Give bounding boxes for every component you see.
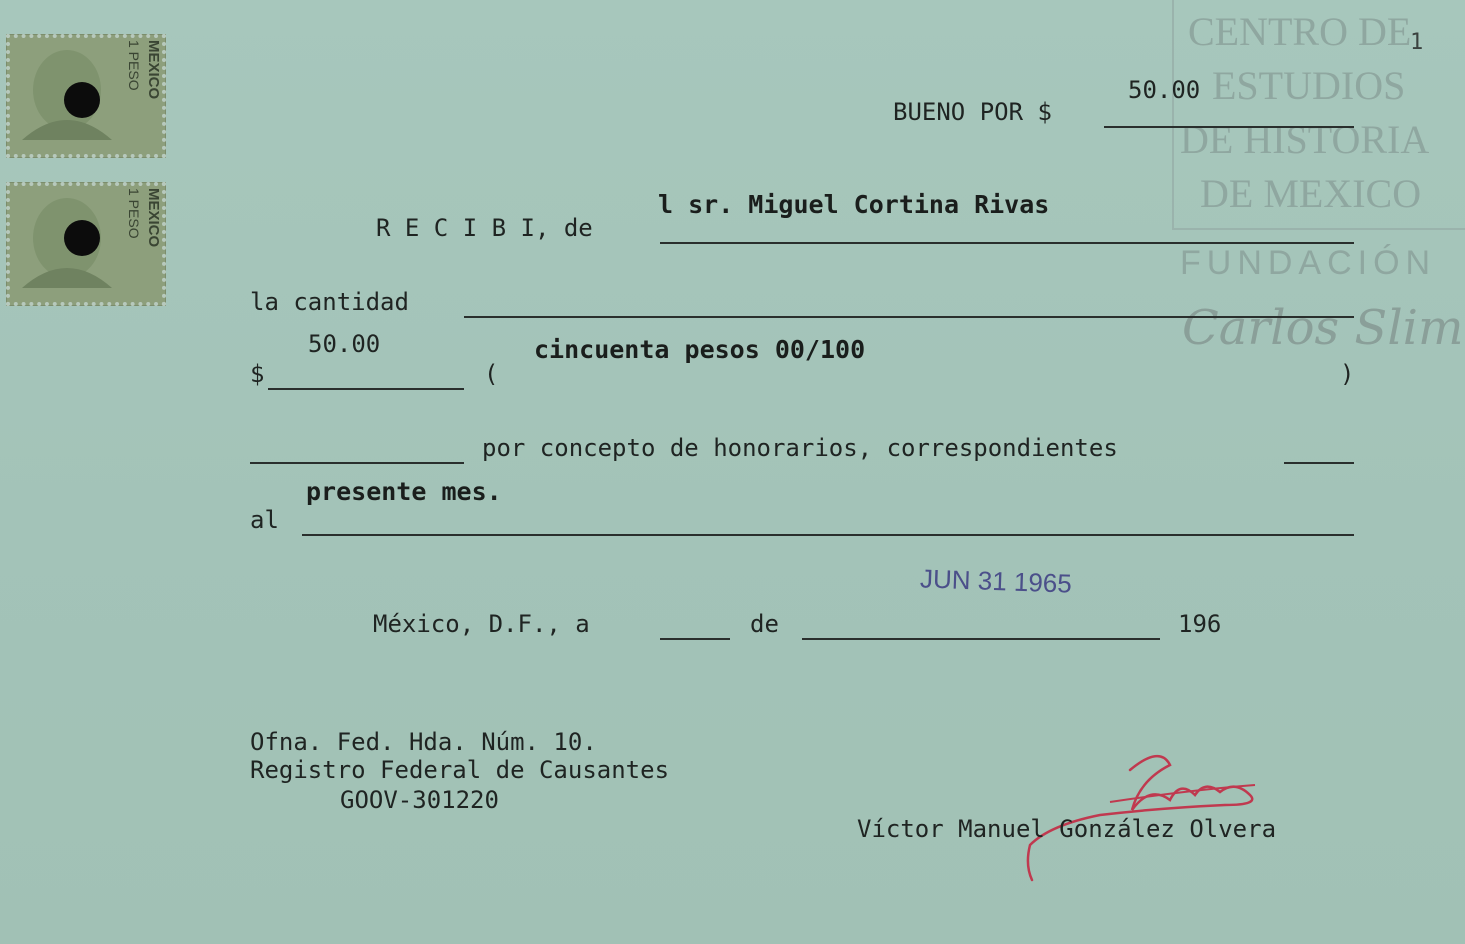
year-label: 196 [1178, 610, 1222, 638]
amount-words: cincuenta pesos 00/100 [534, 335, 866, 364]
issuer-registry: Registro Federal de Causantes [250, 756, 670, 784]
stamp-country: MEXICO [145, 188, 162, 248]
paren-close: ) [1340, 360, 1355, 388]
punch-hole [64, 220, 100, 256]
stamp-country: MEXICO [145, 40, 162, 100]
dollar-sign: $ [250, 360, 265, 388]
issuer-office: Ofna. Fed. Hda. Núm. 10. [250, 728, 597, 756]
background-watermark [20, 590, 65, 693]
al-label: al [250, 506, 279, 534]
revenue-stamp-1 [6, 34, 166, 158]
corner-mark: 1 [1410, 30, 1424, 55]
stamp-value: 1 PESO [126, 188, 142, 239]
periodo-value: presente mes. [306, 477, 502, 506]
bueno-por-amount: 50.00 [1128, 76, 1201, 104]
cantidad-line [464, 316, 1354, 318]
issuer-rfc: GOOV-301220 [340, 786, 499, 814]
watermark-fundacion: FUNDACIÓN [1180, 244, 1437, 282]
month-line [802, 638, 1160, 640]
payer-line [660, 242, 1354, 244]
watermark-carlos-slim: Carlos Slim [1182, 300, 1464, 356]
bueno-por-line [1104, 126, 1354, 128]
issuer-name: Víctor Manuel González Olvera [857, 815, 1277, 843]
watermark-line-1: CENTRO DE [1188, 9, 1412, 54]
al-line [302, 534, 1354, 536]
recibi-label: R E C I B I, de [376, 214, 593, 242]
paren-open: ( [484, 360, 499, 388]
stamp-value: 1 PESO [126, 40, 142, 91]
payer-name: l sr. Miguel Cortina Rivas [658, 190, 1050, 219]
concepto-suffix-line [1284, 462, 1354, 464]
watermark-line-3: DE HISTORIA [1180, 117, 1430, 162]
punch-hole [64, 82, 100, 118]
cantidad-label: la cantidad [250, 288, 409, 316]
bueno-por-label: BUENO POR $ [893, 98, 1052, 126]
concepto-prefix-line [250, 462, 464, 464]
place-label: México, D.F., a [373, 610, 590, 638]
de-label: de [750, 610, 779, 638]
concepto-label: por concepto de honorarios, correspondientes [482, 434, 1118, 462]
watermark-line-2: ESTUDIOS [1212, 63, 1406, 108]
amount-line [268, 388, 464, 390]
watermark-line-4: DE MEXICO [1200, 171, 1422, 216]
amount-value: 50.00 [308, 330, 381, 358]
day-line [660, 638, 730, 640]
date-stamp: JUN 31 1965 [919, 563, 1073, 599]
revenue-stamp-2 [6, 182, 166, 306]
